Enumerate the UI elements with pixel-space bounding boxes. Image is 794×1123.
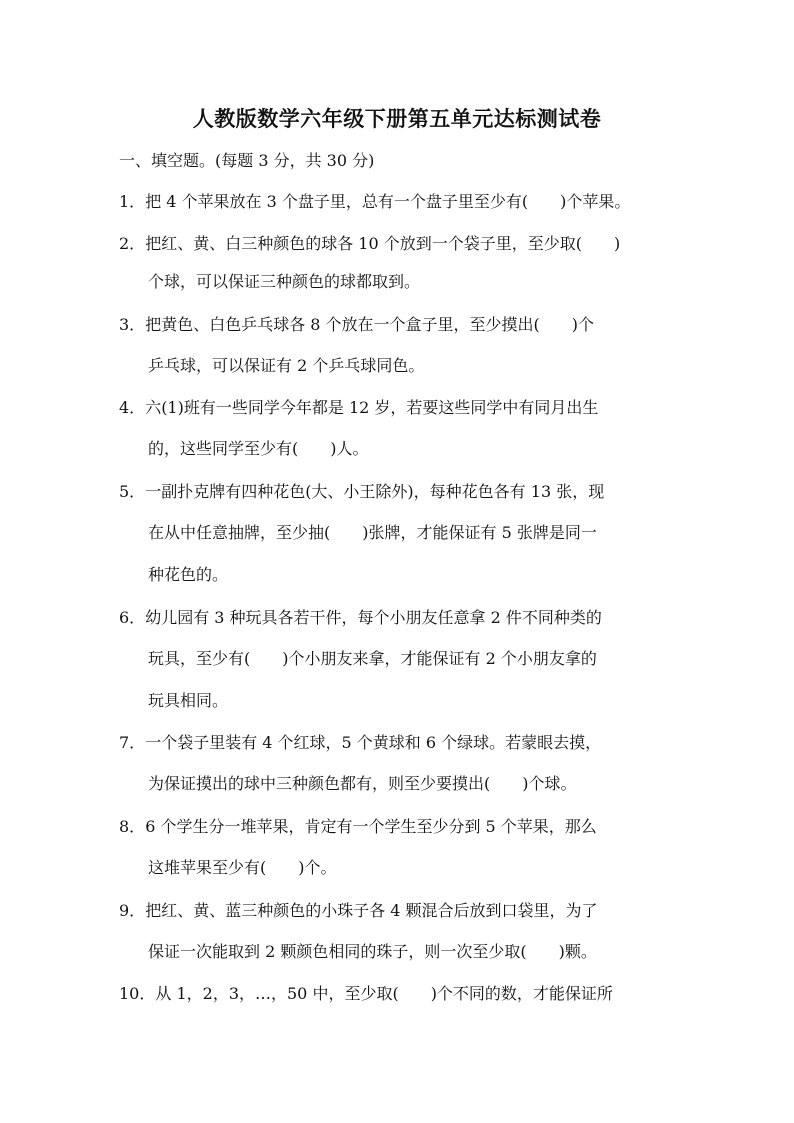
question-8	[119, 816, 679, 838]
section-heading: 一、填空题。(每题 3 分，共 30 分)	[119, 151, 375, 170]
question-text: 6 个学生分一堆苹果，肯定有一个学生至少分到 5 个苹果，那么	[145, 817, 597, 836]
question-6-cont-1: 玩具，至少有( )个小朋友来拿，才能保证有 2 个小朋友拿的	[148, 649, 597, 668]
question-number: 7．	[119, 733, 146, 752]
question-text: 从 1，2，3，…，50 中，至少取( )个不同的数，才能保证所	[155, 984, 613, 1003]
page-title: 人教版数学六年级下册第五单元达标测试卷	[192, 106, 602, 131]
question-3-cont: 乒乓球，可以保证有 2 个乒乓球同色。	[148, 356, 425, 375]
question-5	[119, 481, 679, 503]
question-text: 一个袋子里装有 4 个红球，5 个黄球和 6 个绿球。若蒙眼去摸，	[145, 733, 602, 752]
question-8-cont: 这堆苹果至少有( )个。	[148, 858, 337, 877]
question-4	[119, 397, 679, 419]
question-number: 2．	[119, 234, 146, 253]
question-6-cont-2: 玩具相同。	[148, 691, 229, 710]
question-number: 9．	[119, 901, 146, 920]
question-text: 把红、黄、蓝三种颜色的小珠子各 4 颗混合后放到口袋里，为了	[145, 901, 598, 920]
question-number: 6．	[119, 608, 146, 627]
question-number: 1．	[119, 192, 146, 211]
question-1	[119, 191, 679, 213]
question-7-cont: 为保证摸出的球中三种颜色都有，则至少要摸出( )个球。	[148, 774, 577, 793]
question-10	[119, 983, 679, 1005]
question-9-cont: 保证一次能取到 2 颗颜色相同的珠子，则一次至少取( )颗。	[148, 942, 597, 961]
question-text: 把黄色、白色乒乓球各 8 个放在一个盒子里，至少摸出( )个	[145, 315, 595, 334]
question-9	[119, 900, 679, 922]
question-text: 把 4 个苹果放在 3 个盘子里，总有一个盘子里至少有( )个苹果。	[145, 192, 631, 211]
question-number: 4．	[119, 398, 146, 417]
question-number: 10．	[119, 984, 156, 1003]
question-number: 3．	[119, 315, 146, 334]
question-5-cont-1: 在从中任意抽牌，至少抽( )张牌，才能保证有 5 张牌是同一	[148, 523, 597, 542]
question-number: 8．	[119, 817, 146, 836]
question-2-cont: 个球，可以保证三种颜色的球都取到。	[148, 272, 421, 291]
question-5-cont-2: 种花色的。	[148, 565, 229, 584]
question-text: 六(1)班有一些同学今年都是 12 岁，若要这些同学中有同月出生	[145, 398, 599, 417]
question-text: 幼儿园有 3 种玩具各若干件，每个小朋友任意拿 2 件不同种类的	[145, 608, 602, 627]
question-text: 一副扑克牌有四种花色(大、小王除外)，每种花色各有 13 张，现	[145, 482, 605, 501]
question-number: 5．	[119, 482, 146, 501]
question-text: 把红、黄、白三种颜色的球各 10 个放到一个袋子里，至少取( )	[145, 234, 621, 253]
question-7	[119, 732, 679, 754]
question-3	[119, 314, 679, 336]
question-2	[119, 233, 679, 255]
question-6	[119, 607, 679, 629]
question-4-cont: 的，这些同学至少有( )人。	[148, 439, 369, 458]
